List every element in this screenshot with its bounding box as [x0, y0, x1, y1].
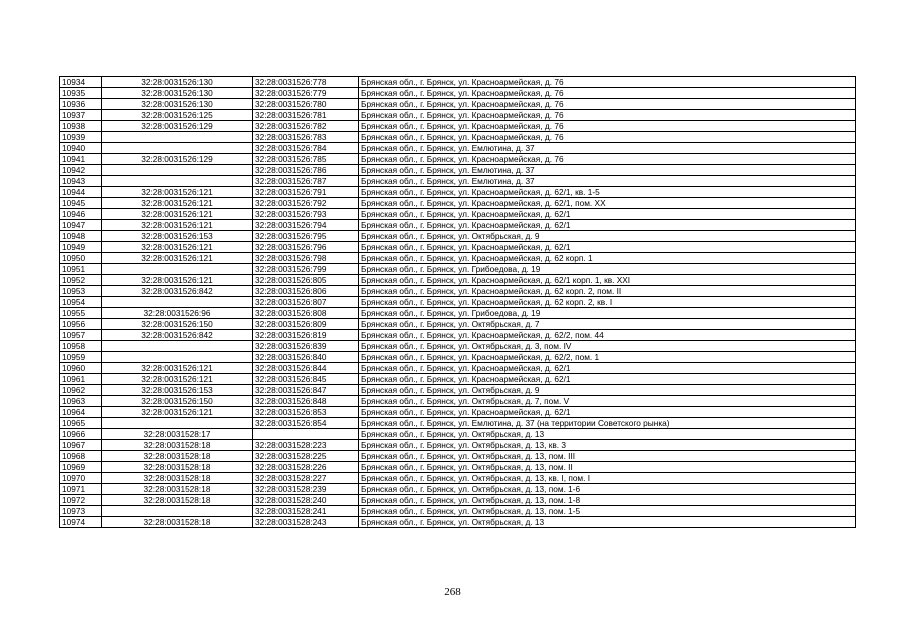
table-row: [60, 176, 856, 187]
table-row: [60, 77, 856, 88]
row-number-cell: 10953: [60, 286, 102, 297]
row-number-cell: 10961: [60, 374, 102, 385]
row-number-cell: 10965: [60, 418, 102, 429]
address-cell: Брянская обл., г. Брянск, ул. Красноармейская, д. 76: [359, 99, 856, 110]
table-row: [60, 253, 856, 264]
row-number-cell: 10944: [60, 187, 102, 198]
address-cell: Брянская обл., г. Брянск, ул. Красноармейская, д. 76: [359, 154, 856, 165]
table-row: [60, 88, 856, 99]
table-row: [60, 187, 856, 198]
parcel-number-cell: 32:28:0031526:150: [102, 396, 253, 407]
address-cell: Брянская обл., г. Брянск, ул. Емлютина, д. 37: [359, 176, 856, 187]
parcel-number-cell: 32:28:0031528:18: [102, 462, 253, 473]
object-number-cell: 32:28:0031528:243: [253, 517, 359, 528]
row-number-cell: 10962: [60, 385, 102, 396]
address-cell: Брянская обл., г. Брянск, ул. Октябрьская, д. 13, кв. 3: [359, 440, 856, 451]
row-number-cell: 10952: [60, 275, 102, 286]
parcel-number-cell: 32:28:0031528:18: [102, 473, 253, 484]
row-number-cell: 10960: [60, 363, 102, 374]
row-number-cell: 10942: [60, 165, 102, 176]
address-cell: Брянская обл., г. Брянск, ул. Октябрьская, д. 9: [359, 385, 856, 396]
table-row: [60, 319, 856, 330]
table-row: [60, 264, 856, 275]
object-number-cell: 32:28:0031526:806: [253, 286, 359, 297]
row-number-cell: 10940: [60, 143, 102, 154]
row-number-cell: 10943: [60, 176, 102, 187]
table-row: [60, 418, 856, 429]
row-number-cell: 10946: [60, 209, 102, 220]
row-number-cell: 10957: [60, 330, 102, 341]
parcel-number-cell: 32:28:0031526:153: [102, 231, 253, 242]
parcel-number-cell: 32:28:0031526:153: [102, 385, 253, 396]
parcel-number-cell: 32:28:0031526:121: [102, 407, 253, 418]
parcel-number-cell: 32:28:0031526:121: [102, 187, 253, 198]
address-cell: Брянская обл., г. Брянск, ул. Октябрьская, д. 7: [359, 319, 856, 330]
row-number-cell: 10971: [60, 484, 102, 495]
object-number-cell: 32:28:0031526:787: [253, 176, 359, 187]
row-number-cell: 10951: [60, 264, 102, 275]
address-cell: Брянская обл., г. Брянск, ул. Красноармейская, д. 62/2, пом. 1: [359, 352, 856, 363]
address-cell: Брянская обл., г. Брянск, ул. Октябрьская, д. 3, пом. IV: [359, 341, 856, 352]
parcel-number-cell: 32:28:0031526:842: [102, 330, 253, 341]
parcel-number-cell: 32:28:0031528:18: [102, 451, 253, 462]
parcel-number-cell: 32:28:0031526:121: [102, 275, 253, 286]
object-number-cell: 32:28:0031528:240: [253, 495, 359, 506]
table-row: [60, 220, 856, 231]
table-row: [60, 121, 856, 132]
page-number: 268: [444, 586, 461, 598]
address-cell: Брянская обл., г. Брянск, ул. Красноармейская, д. 62/2, пом. 44: [359, 330, 856, 341]
table-row: [60, 374, 856, 385]
address-cell: Брянская обл., г. Брянск, ул. Октябрьская, д. 13, пом. 1-6: [359, 484, 856, 495]
address-cell: Брянская обл., г. Брянск, ул. Красноармейская, д. 62/1, пом. XX: [359, 198, 856, 209]
row-number-cell: 10948: [60, 231, 102, 242]
parcel-number-cell: 32:28:0031526:130: [102, 88, 253, 99]
object-number-cell: 32:28:0031528:223: [253, 440, 359, 451]
parcel-number-cell: [102, 297, 253, 308]
parcel-number-cell: [102, 418, 253, 429]
table-row: [60, 297, 856, 308]
object-number-cell: 32:28:0031526:781: [253, 110, 359, 121]
address-cell: Брянская обл., г. Брянск, ул. Красноармейская, д. 62 корп. 2, пом. II: [359, 286, 856, 297]
table-row: [60, 308, 856, 319]
parcel-number-cell: [102, 165, 253, 176]
row-number-cell: 10939: [60, 132, 102, 143]
object-number-cell: 32:28:0031526:786: [253, 165, 359, 176]
object-number-cell: 32:28:0031526:796: [253, 242, 359, 253]
parcel-number-cell: 32:28:0031526:125: [102, 110, 253, 121]
row-number-cell: 10970: [60, 473, 102, 484]
table-row: [60, 451, 856, 462]
parcel-number-cell: [102, 352, 253, 363]
row-number-cell: 10938: [60, 121, 102, 132]
table-row: [60, 165, 856, 176]
parcel-number-cell: [102, 264, 253, 275]
table-row: [60, 517, 856, 528]
object-number-cell: 32:28:0031528:241: [253, 506, 359, 517]
object-number-cell: 32:28:0031526:819: [253, 330, 359, 341]
parcel-number-cell: 32:28:0031526:121: [102, 198, 253, 209]
address-cell: Брянская обл., г. Брянск, ул. Красноармейская, д. 76: [359, 77, 856, 88]
address-cell: Брянская обл., г. Брянск, ул. Грибоедова, д. 19: [359, 264, 856, 275]
row-number-cell: 10967: [60, 440, 102, 451]
parcel-number-cell: [102, 506, 253, 517]
table-row: [60, 473, 856, 484]
object-number-cell: 32:28:0031526:784: [253, 143, 359, 154]
row-number-cell: 10963: [60, 396, 102, 407]
parcel-number-cell: 32:28:0031526:121: [102, 220, 253, 231]
object-number-cell: 32:28:0031528:226: [253, 462, 359, 473]
parcel-number-cell: 32:28:0031526:129: [102, 154, 253, 165]
address-cell: Брянская обл., г. Брянск, ул. Грибоедова, д. 19: [359, 308, 856, 319]
parcel-number-cell: [102, 132, 253, 143]
address-cell: Брянская обл., г. Брянск, ул. Октябрьская, д. 7, пом. V: [359, 396, 856, 407]
object-number-cell: [253, 429, 359, 440]
table-row: [60, 286, 856, 297]
table-row: [60, 330, 856, 341]
parcel-number-cell: 32:28:0031528:18: [102, 495, 253, 506]
object-number-cell: 32:28:0031526:778: [253, 77, 359, 88]
table-row: [60, 242, 856, 253]
address-cell: Брянская обл., г. Брянск, ул. Красноармейская, д. 76: [359, 88, 856, 99]
table-row: [60, 363, 856, 374]
parcel-number-cell: 32:28:0031526:121: [102, 374, 253, 385]
object-number-cell: 32:28:0031526:783: [253, 132, 359, 143]
address-cell: Брянская обл., г. Брянск, ул. Октябрьская, д. 9: [359, 231, 856, 242]
row-number-cell: 10968: [60, 451, 102, 462]
row-number-cell: 10936: [60, 99, 102, 110]
table-row: [60, 462, 856, 473]
cadastral-table: [59, 76, 856, 528]
address-cell: Брянская обл., г. Брянск, ул. Октябрьская, д. 13: [359, 429, 856, 440]
parcel-number-cell: 32:28:0031526:96: [102, 308, 253, 319]
table-row: [60, 143, 856, 154]
object-number-cell: 32:28:0031526:791: [253, 187, 359, 198]
row-number-cell: 10947: [60, 220, 102, 231]
parcel-number-cell: 32:28:0031528:18: [102, 517, 253, 528]
table-row: [60, 154, 856, 165]
address-cell: Брянская обл., г. Брянск, ул. Красноармейская, д. 76: [359, 132, 856, 143]
object-number-cell: 32:28:0031526:785: [253, 154, 359, 165]
parcel-number-cell: 32:28:0031528:18: [102, 484, 253, 495]
parcel-number-cell: 32:28:0031526:121: [102, 363, 253, 374]
address-cell: Брянская обл., г. Брянск, ул. Октябрьская, д. 13, кв. I, пом. I: [359, 473, 856, 484]
parcel-number-cell: 32:28:0031526:130: [102, 77, 253, 88]
cadastral-table-body: [60, 77, 856, 528]
table-row: [60, 495, 856, 506]
address-cell: Брянская обл., г. Брянск, ул. Красноармейская, д. 62 корп. 2, кв. I: [359, 297, 856, 308]
object-number-cell: 32:28:0031526:807: [253, 297, 359, 308]
parcel-number-cell: 32:28:0031526:150: [102, 319, 253, 330]
table-row: [60, 341, 856, 352]
object-number-cell: 32:28:0031526:792: [253, 198, 359, 209]
object-number-cell: 32:28:0031526:799: [253, 264, 359, 275]
row-number-cell: 10954: [60, 297, 102, 308]
address-cell: Брянская обл., г. Брянск, ул. Красноармейская, д. 62/1: [359, 374, 856, 385]
parcel-number-cell: 32:28:0031528:18: [102, 440, 253, 451]
address-cell: Брянская обл., г. Брянск, ул. Емлютина, д. 37: [359, 165, 856, 176]
row-number-cell: 10949: [60, 242, 102, 253]
address-cell: Брянская обл., г. Брянск, ул. Красноармейская, д. 62/1: [359, 242, 856, 253]
row-number-cell: 10959: [60, 352, 102, 363]
table-row: [60, 231, 856, 242]
object-number-cell: 32:28:0031526:848: [253, 396, 359, 407]
row-number-cell: 10937: [60, 110, 102, 121]
object-number-cell: 32:28:0031526:794: [253, 220, 359, 231]
address-cell: Брянская обл., г. Брянск, ул. Красноармейская, д. 62/1: [359, 220, 856, 231]
table-row: [60, 110, 856, 121]
parcel-number-cell: 32:28:0031526:121: [102, 253, 253, 264]
parcel-number-cell: [102, 176, 253, 187]
object-number-cell: 32:28:0031526:793: [253, 209, 359, 220]
row-number-cell: 10934: [60, 77, 102, 88]
object-number-cell: 32:28:0031526:840: [253, 352, 359, 363]
object-number-cell: 32:28:0031526:780: [253, 99, 359, 110]
table-row: [60, 209, 856, 220]
object-number-cell: 32:28:0031526:845: [253, 374, 359, 385]
object-number-cell: 32:28:0031526:782: [253, 121, 359, 132]
address-cell: Брянская обл., г. Брянск, ул. Октябрьская, д. 13, пом. 1-8: [359, 495, 856, 506]
object-number-cell: 32:28:0031526:798: [253, 253, 359, 264]
object-number-cell: 32:28:0031526:779: [253, 88, 359, 99]
row-number-cell: 10956: [60, 319, 102, 330]
parcel-number-cell: 32:28:0031526:121: [102, 209, 253, 220]
row-number-cell: 10950: [60, 253, 102, 264]
parcel-number-cell: 32:28:0031528:17: [102, 429, 253, 440]
parcel-number-cell: 32:28:0031526:842: [102, 286, 253, 297]
object-number-cell: 32:28:0031526:808: [253, 308, 359, 319]
table-row: [60, 132, 856, 143]
table-row: [60, 484, 856, 495]
object-number-cell: 32:28:0031526:809: [253, 319, 359, 330]
table-row: [60, 429, 856, 440]
address-cell: Брянская обл., г. Брянск, ул. Емлютина, д. 37: [359, 143, 856, 154]
row-number-cell: 10973: [60, 506, 102, 517]
table-row: [60, 198, 856, 209]
address-cell: Брянская обл., г. Брянск, ул. Октябрьская, д. 13, пом. II: [359, 462, 856, 473]
row-number-cell: 10969: [60, 462, 102, 473]
object-number-cell: 32:28:0031526:839: [253, 341, 359, 352]
address-cell: Брянская обл., г. Брянск, ул. Октябрьская, д. 13, пом. 1-5: [359, 506, 856, 517]
row-number-cell: 10941: [60, 154, 102, 165]
parcel-number-cell: 32:28:0031526:130: [102, 99, 253, 110]
object-number-cell: 32:28:0031528:225: [253, 451, 359, 462]
object-number-cell: 32:28:0031528:239: [253, 484, 359, 495]
parcel-number-cell: 32:28:0031526:129: [102, 121, 253, 132]
address-cell: Брянская обл., г. Брянск, ул. Красноармейская, д. 62/1: [359, 363, 856, 374]
object-number-cell: 32:28:0031526:854: [253, 418, 359, 429]
object-number-cell: 32:28:0031526:805: [253, 275, 359, 286]
row-number-cell: 10958: [60, 341, 102, 352]
row-number-cell: 10966: [60, 429, 102, 440]
table-row: [60, 275, 856, 286]
address-cell: Брянская обл., г. Брянск, ул. Красноармейская, д. 62/1 корп. 1, кв. XXI: [359, 275, 856, 286]
parcel-number-cell: 32:28:0031526:121: [102, 242, 253, 253]
row-number-cell: 10964: [60, 407, 102, 418]
table-row: [60, 385, 856, 396]
row-number-cell: 10945: [60, 198, 102, 209]
address-cell: Брянская обл., г. Брянск, ул. Октябрьская, д. 13, пом. III: [359, 451, 856, 462]
row-number-cell: 10974: [60, 517, 102, 528]
address-cell: Брянская обл., г. Брянск, ул. Красноармейская, д. 62 корп. 1: [359, 253, 856, 264]
address-cell: Брянская обл., г. Брянск, ул. Красноармейская, д. 62/1: [359, 209, 856, 220]
object-number-cell: 32:28:0031526:844: [253, 363, 359, 374]
table-row: [60, 396, 856, 407]
table-row: [60, 99, 856, 110]
address-cell: Брянская обл., г. Брянск, ул. Красноармейская, д. 62/1, кв. 1-5: [359, 187, 856, 198]
address-cell: Брянская обл., г. Брянск, ул. Красноармейская, д. 76: [359, 110, 856, 121]
address-cell: Брянская обл., г. Брянск, ул. Емлютина, д. 37 (на территории Советского рынка): [359, 418, 856, 429]
parcel-number-cell: [102, 143, 253, 154]
address-cell: Брянская обл., г. Брянск, ул. Красноармейская, д. 76: [359, 121, 856, 132]
address-cell: Брянская обл., г. Брянск, ул. Красноармейская, д. 62/1: [359, 407, 856, 418]
row-number-cell: 10955: [60, 308, 102, 319]
row-number-cell: 10972: [60, 495, 102, 506]
row-number-cell: 10935: [60, 88, 102, 99]
table-row: [60, 506, 856, 517]
table-row: [60, 352, 856, 363]
object-number-cell: 32:28:0031526:853: [253, 407, 359, 418]
object-number-cell: 32:28:0031526:847: [253, 385, 359, 396]
parcel-number-cell: [102, 341, 253, 352]
object-number-cell: 32:28:0031526:795: [253, 231, 359, 242]
table-row: [60, 440, 856, 451]
table-row: [60, 407, 856, 418]
address-cell: Брянская обл., г. Брянск, ул. Октябрьская, д. 13: [359, 517, 856, 528]
object-number-cell: 32:28:0031528:227: [253, 473, 359, 484]
